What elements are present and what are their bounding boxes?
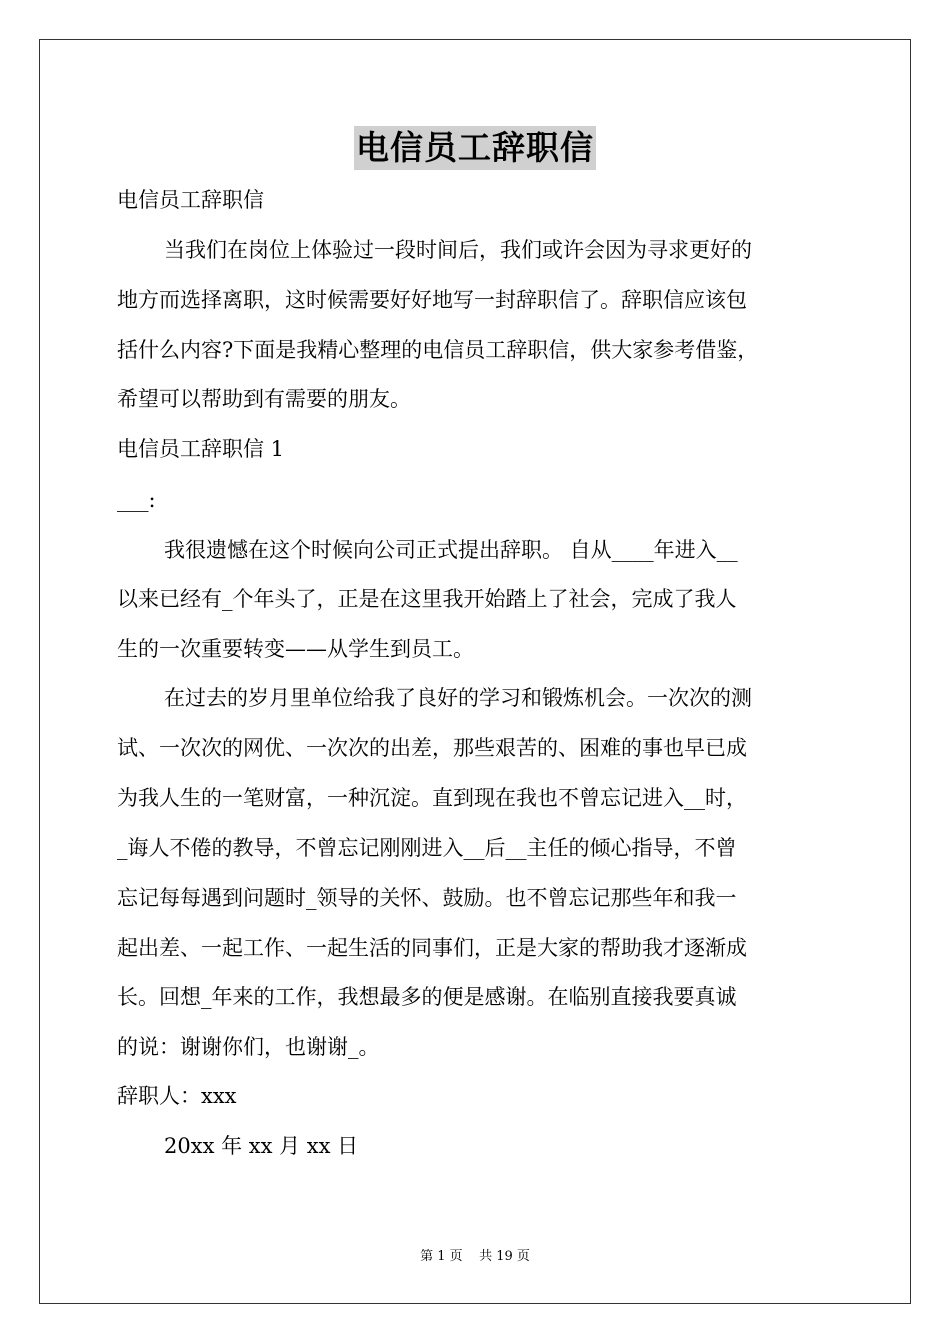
- date: 20xx 年 xx 月 xx 日: [164, 1134, 359, 1158]
- page-number: 第 1 页 共 19 页: [420, 1249, 530, 1264]
- paragraph-line: 我很遗憾在这个时候向公司正式提出辞职。 自从____年进入__: [164, 538, 738, 562]
- intro-line: 地方而选择离职，这时候需要好好地写一封辞职信了。辞职信应该包: [117, 288, 747, 312]
- paragraph-line: 试、一次次的网优、一次次的出差，那些艰苦的、困难的事也早已成: [117, 736, 747, 760]
- intro-line: 括什么内容?下面是我精心整理的电信员工辞职信，供大家参考借鉴，: [117, 338, 759, 362]
- paragraph-line: 在过去的岁月里单位给我了良好的学习和锻炼机会。一次次的测: [164, 686, 752, 710]
- paragraph-line: 长。回想_年来的工作，我想最多的便是感谢。在临别直接我要真诚: [117, 985, 737, 1009]
- paragraph-line: 生的一次重要转变——从学生到员工。: [117, 637, 474, 661]
- document-title: 电信员工辞职信: [354, 126, 596, 170]
- page-footer: [0, 1248, 950, 1266]
- paragraph-line: 起出差、一起工作、一起生活的同事们，正是大家的帮助我才逐渐成: [117, 936, 747, 960]
- page-border: [39, 39, 911, 1304]
- subtitle: 电信员工辞职信: [117, 188, 264, 212]
- paragraph-line: 的说：谢谢你们，也谢谢_。: [117, 1035, 380, 1059]
- intro-line: 希望可以帮助到有需要的朋友。: [117, 387, 411, 411]
- intro-line: 当我们在岗位上体验过一段时间后，我们或许会因为寻求更好的: [164, 238, 752, 262]
- letter-heading: 电信员工辞职信 1: [117, 437, 285, 461]
- paragraph-line: _诲人不倦的教导，不曾忘记刚刚进入__后__主任的倾心指导，不曾: [117, 836, 737, 860]
- paragraph-line: 忘记每每遇到问题时_领导的关怀、鼓励。也不曾忘记那些年和我一: [117, 886, 737, 910]
- signature: 辞职人：xxx: [117, 1084, 237, 1108]
- paragraph-line: 以来已经有_个年头了，正是在这里我开始踏上了社会，完成了我人: [117, 587, 737, 611]
- title-container: [0, 126, 950, 170]
- paragraph-line: 为我人生的一笔财富，一种沉淀。直到现在我也不曾忘记进入__时，: [117, 786, 747, 810]
- salutation: ___:: [117, 488, 156, 512]
